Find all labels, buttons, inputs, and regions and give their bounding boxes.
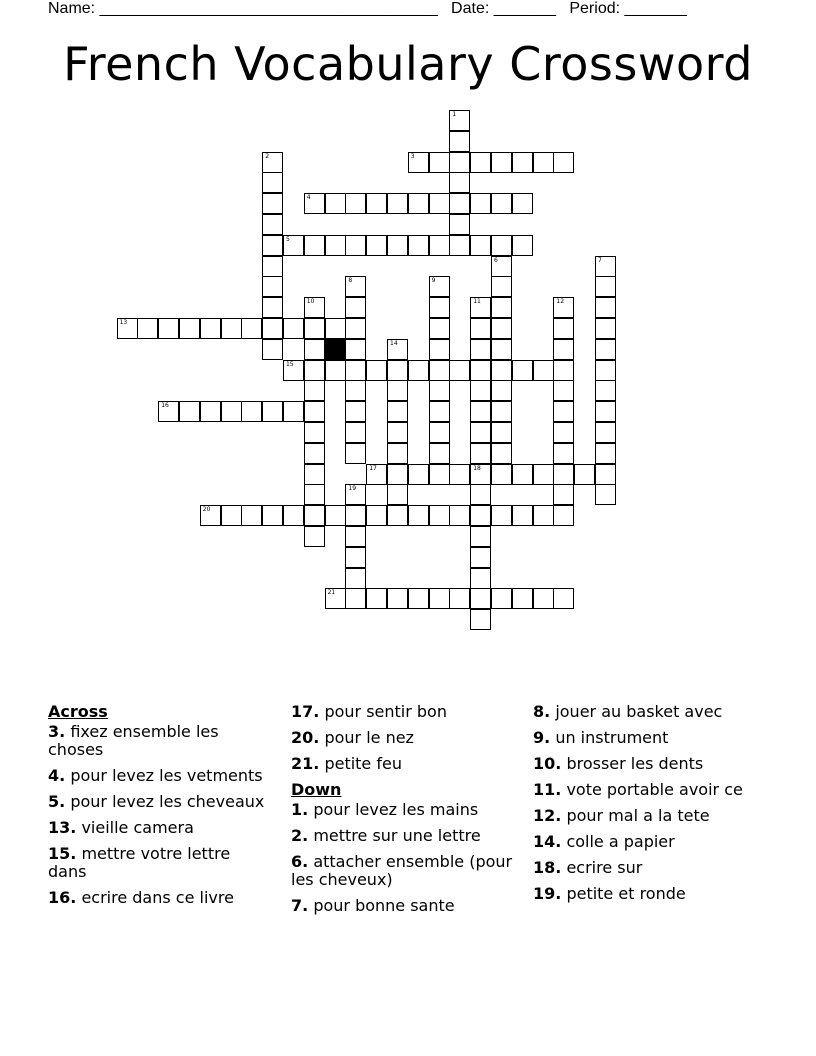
- cell-number: 15: [286, 360, 294, 368]
- crossword-cell[interactable]: [533, 360, 554, 381]
- crossword-cell[interactable]: [429, 276, 450, 297]
- crossword-cell[interactable]: [366, 588, 387, 609]
- crossword-cell[interactable]: [553, 380, 574, 401]
- crossword-cell[interactable]: [553, 318, 574, 339]
- crossword-cell[interactable]: [429, 235, 450, 256]
- crossword-cell[interactable]: [491, 339, 512, 360]
- crossword-cell[interactable]: [221, 505, 242, 526]
- crossword-cell[interactable]: [553, 401, 574, 422]
- crossword-cell[interactable]: [512, 193, 533, 214]
- clue-item: [48, 819, 270, 837]
- clue-number: 11.: [533, 780, 562, 799]
- crossword-cell[interactable]: [283, 360, 304, 381]
- crossword-cell[interactable]: [491, 152, 512, 173]
- crossword-cell[interactable]: [387, 193, 408, 214]
- crossword-cell[interactable]: [304, 360, 325, 381]
- crossword-black-cell: [325, 339, 346, 360]
- crossword-cell[interactable]: [325, 235, 346, 256]
- clue-item: [533, 807, 753, 825]
- crossword-cell[interactable]: [408, 152, 429, 173]
- crossword-cell[interactable]: [345, 276, 366, 297]
- crossword-cell[interactable]: [429, 318, 450, 339]
- clue-item: [291, 853, 513, 889]
- crossword-cell[interactable]: [449, 235, 470, 256]
- crossword-cell[interactable]: [179, 401, 200, 422]
- crossword-cell[interactable]: [553, 297, 574, 318]
- crossword-cell[interactable]: [221, 318, 242, 339]
- crossword-cell[interactable]: [200, 401, 221, 422]
- crossword-cell[interactable]: [512, 505, 533, 526]
- clue-item: [291, 897, 513, 915]
- crossword-cell[interactable]: [491, 235, 512, 256]
- crossword-cell[interactable]: [345, 380, 366, 401]
- crossword-cell[interactable]: [345, 505, 366, 526]
- crossword-cell[interactable]: [553, 464, 574, 485]
- crossword-cell[interactable]: [345, 422, 366, 443]
- crossword-cell[interactable]: [304, 318, 325, 339]
- crossword-cell[interactable]: [491, 276, 512, 297]
- crossword-cell[interactable]: [221, 401, 242, 422]
- crossword-cell[interactable]: [262, 256, 283, 277]
- crossword-cell[interactable]: [533, 152, 554, 173]
- crossword-cell[interactable]: [304, 380, 325, 401]
- clue-text: pour le nez: [324, 728, 414, 747]
- clue-item: [291, 729, 513, 747]
- crossword-cell[interactable]: [429, 401, 450, 422]
- clue-number: 8.: [533, 702, 551, 721]
- down-heading: Down: [291, 780, 342, 799]
- crossword-cell[interactable]: [470, 547, 491, 568]
- crossword-cell[interactable]: [470, 568, 491, 589]
- clue-number: 12.: [533, 806, 562, 825]
- clue-item: [48, 793, 270, 811]
- student-info-header: Name: ______________________________________ Date: _______ Period: _______: [48, 0, 687, 17]
- across-heading: Across: [48, 702, 108, 721]
- crossword-cell[interactable]: [408, 360, 429, 381]
- clue-item: [291, 801, 513, 819]
- crossword-cell[interactable]: [387, 339, 408, 360]
- crossword-cell[interactable]: [512, 464, 533, 485]
- crossword-cell[interactable]: [158, 318, 179, 339]
- crossword-cell[interactable]: [429, 422, 450, 443]
- crossword-cell[interactable]: [345, 443, 366, 464]
- crossword-cell[interactable]: [429, 360, 450, 381]
- crossword-cell[interactable]: [491, 443, 512, 464]
- crossword-cell[interactable]: [387, 484, 408, 505]
- clue-text: pour bonne sante: [313, 896, 455, 915]
- clue-number: 17.: [291, 702, 320, 721]
- clue-number: 20.: [291, 728, 320, 747]
- clue-column-2: [291, 703, 513, 923]
- crossword-cell[interactable]: [512, 588, 533, 609]
- crossword-cell[interactable]: [449, 214, 470, 235]
- crossword-cell[interactable]: [200, 318, 221, 339]
- crossword-cell[interactable]: [595, 401, 616, 422]
- cell-number: 20: [202, 506, 211, 514]
- clue-item: [291, 755, 513, 773]
- crossword-cell[interactable]: [491, 318, 512, 339]
- crossword-cell[interactable]: [325, 193, 346, 214]
- crossword-cell[interactable]: [449, 464, 470, 485]
- crossword-cell[interactable]: [553, 360, 574, 381]
- clue-text: ecrire sur: [566, 858, 643, 877]
- clue-text: brosser les dents: [566, 754, 704, 773]
- crossword-cell[interactable]: [512, 360, 533, 381]
- clue-number: 19.: [533, 884, 562, 903]
- crossword-cell[interactable]: [449, 505, 470, 526]
- crossword-cell[interactable]: [304, 297, 325, 318]
- crossword-cell[interactable]: [595, 380, 616, 401]
- crossword-cell[interactable]: [491, 380, 512, 401]
- clue-item: [533, 781, 753, 799]
- crossword-cell[interactable]: [449, 193, 470, 214]
- crossword-cell[interactable]: [491, 464, 512, 485]
- crossword-cell[interactable]: [429, 339, 450, 360]
- crossword-cell[interactable]: [345, 588, 366, 609]
- crossword-cell[interactable]: [470, 297, 491, 318]
- cell-number: 11: [473, 298, 481, 306]
- crossword-cell[interactable]: [533, 464, 554, 485]
- crossword-cell[interactable]: [449, 152, 470, 173]
- crossword-cell[interactable]: [283, 318, 304, 339]
- crossword-cell[interactable]: [345, 401, 366, 422]
- crossword-cell[interactable]: [491, 422, 512, 443]
- crossword-cell[interactable]: [491, 360, 512, 381]
- crossword-cell[interactable]: [470, 609, 491, 630]
- crossword-cell[interactable]: [553, 588, 574, 609]
- crossword-cell[interactable]: [241, 505, 262, 526]
- crossword-cell[interactable]: [429, 380, 450, 401]
- crossword-cell[interactable]: [262, 235, 283, 256]
- clue-text: petite feu: [324, 754, 402, 773]
- cell-number: 8: [348, 277, 353, 285]
- crossword-cell[interactable]: [408, 505, 429, 526]
- clue-text: vote portable avoir ce: [566, 780, 743, 799]
- crossword-cell[interactable]: [553, 339, 574, 360]
- crossword-cell[interactable]: [470, 318, 491, 339]
- crossword-cell[interactable]: [283, 401, 304, 422]
- crossword-cell[interactable]: [491, 588, 512, 609]
- clue-text: fixez ensemble les choses: [48, 722, 219, 759]
- cell-number: 10: [306, 298, 315, 306]
- cell-number: 13: [119, 319, 128, 326]
- crossword-cell[interactable]: [470, 360, 491, 381]
- crossword-cell[interactable]: [304, 443, 325, 464]
- crossword-cell[interactable]: [345, 360, 366, 381]
- cell-number: 1: [452, 111, 457, 118]
- crossword-cell[interactable]: [325, 505, 346, 526]
- clue-item: [48, 767, 270, 785]
- clue-item: [48, 845, 270, 881]
- clue-number: 6.: [291, 852, 309, 871]
- crossword-cell[interactable]: [304, 422, 325, 443]
- clue-number: 14.: [533, 832, 562, 851]
- clue-column-1: [48, 703, 270, 915]
- cell-number: 6: [494, 256, 498, 264]
- cell-number: 7: [598, 256, 602, 264]
- clue-text: attacher ensemble (pour les cheveux): [291, 852, 513, 889]
- crossword-cell[interactable]: [345, 297, 366, 318]
- crossword-cell[interactable]: [345, 484, 366, 505]
- clue-item: [533, 859, 753, 877]
- crossword-cell[interactable]: [408, 193, 429, 214]
- clue-number: 1.: [291, 800, 309, 819]
- crossword-cell[interactable]: [387, 588, 408, 609]
- clue-item: [533, 729, 753, 747]
- crossword-cell[interactable]: [449, 360, 470, 381]
- clue-number: 2.: [291, 826, 309, 845]
- clue-number: 21.: [291, 754, 320, 773]
- crossword-cell[interactable]: [470, 443, 491, 464]
- crossword-cell[interactable]: [283, 235, 304, 256]
- crossword-cell[interactable]: [512, 235, 533, 256]
- crossword-cell[interactable]: [387, 422, 408, 443]
- crossword-cell[interactable]: [304, 235, 325, 256]
- cell-number: 12: [556, 298, 565, 306]
- crossword-cell[interactable]: [449, 110, 470, 131]
- crossword-cell[interactable]: [449, 131, 470, 152]
- crossword-cell[interactable]: [304, 484, 325, 505]
- crossword-cell[interactable]: [262, 505, 283, 526]
- crossword-cell[interactable]: [595, 443, 616, 464]
- crossword-cell[interactable]: [387, 380, 408, 401]
- clue-text: pour levez les mains: [313, 800, 479, 819]
- crossword-cell[interactable]: [262, 193, 283, 214]
- clue-item: [533, 885, 753, 903]
- crossword-cell[interactable]: [366, 464, 387, 485]
- crossword-cell[interactable]: [408, 588, 429, 609]
- crossword-cell[interactable]: [470, 193, 491, 214]
- clue-text: jouer au basket avec: [555, 702, 723, 721]
- crossword-cell[interactable]: [429, 297, 450, 318]
- crossword-cell[interactable]: [325, 588, 346, 609]
- crossword-cell[interactable]: [366, 235, 387, 256]
- clue-item: [48, 889, 270, 907]
- crossword-cell[interactable]: [304, 339, 325, 360]
- clue-number: 7.: [291, 896, 309, 915]
- crossword-cell[interactable]: [158, 401, 179, 422]
- crossword-cell[interactable]: [325, 360, 346, 381]
- clue-number: 16.: [48, 888, 77, 907]
- clue-text: un instrument: [555, 728, 669, 747]
- crossword-cell[interactable]: [553, 505, 574, 526]
- crossword-cell[interactable]: [408, 464, 429, 485]
- crossword-cell[interactable]: [429, 464, 450, 485]
- crossword-cell[interactable]: [595, 360, 616, 381]
- clue-text: ecrire dans ce livre: [81, 888, 234, 907]
- crossword-cell[interactable]: [449, 172, 470, 193]
- clue-number: 13.: [48, 818, 77, 837]
- cell-number: 2: [265, 152, 270, 160]
- cell-number: 4: [306, 194, 311, 202]
- crossword-cell[interactable]: [470, 152, 491, 173]
- crossword-cell[interactable]: [387, 443, 408, 464]
- clue-text: pour sentir bon: [324, 702, 447, 721]
- crossword-cell[interactable]: [262, 152, 283, 173]
- crossword-cell[interactable]: [470, 401, 491, 422]
- clue-text: pour levez les cheveaux: [70, 792, 265, 811]
- crossword-cell[interactable]: [262, 339, 283, 360]
- crossword-cell[interactable]: [595, 464, 616, 485]
- crossword-cell[interactable]: [304, 526, 325, 547]
- clue-item: [291, 827, 513, 845]
- crossword-cell[interactable]: [470, 235, 491, 256]
- crossword-cell[interactable]: [387, 235, 408, 256]
- crossword-cell[interactable]: [408, 235, 429, 256]
- crossword-cell[interactable]: [283, 505, 304, 526]
- clue-item: [291, 703, 513, 721]
- clue-number: 18.: [533, 858, 562, 877]
- clue-text: pour mal a la tete: [566, 806, 710, 825]
- crossword-cell[interactable]: [595, 276, 616, 297]
- clue-text: vieille camera: [81, 818, 194, 837]
- crossword-cell[interactable]: [262, 172, 283, 193]
- crossword-cell[interactable]: [449, 588, 470, 609]
- clue-item: [533, 833, 753, 851]
- crossword-cell[interactable]: [429, 505, 450, 526]
- clue-number: 10.: [533, 754, 562, 773]
- crossword-cell[interactable]: [553, 443, 574, 464]
- crossword-cell[interactable]: [595, 256, 616, 277]
- crossword-cell[interactable]: [387, 401, 408, 422]
- crossword-cell[interactable]: [262, 297, 283, 318]
- crossword-cell[interactable]: [345, 526, 366, 547]
- crossword-cell[interactable]: [366, 360, 387, 381]
- crossword-cell[interactable]: [491, 401, 512, 422]
- crossword-cell[interactable]: [595, 422, 616, 443]
- crossword-cell[interactable]: [366, 193, 387, 214]
- crossword-cell[interactable]: [595, 339, 616, 360]
- crossword-cell[interactable]: [387, 360, 408, 381]
- clue-number: 9.: [533, 728, 551, 747]
- crossword-cell[interactable]: [200, 505, 221, 526]
- clue-item: [533, 755, 753, 773]
- crossword-cell[interactable]: [574, 464, 595, 485]
- crossword-cell[interactable]: [553, 422, 574, 443]
- crossword-cell[interactable]: [345, 339, 366, 360]
- clue-number: 4.: [48, 766, 66, 785]
- crossword-cell[interactable]: [262, 401, 283, 422]
- crossword-cell[interactable]: [325, 318, 346, 339]
- crossword-cell[interactable]: [137, 318, 158, 339]
- clue-number: 3.: [48, 722, 66, 741]
- cell-number: 21: [327, 589, 336, 597]
- cell-number: 14: [390, 339, 398, 347]
- crossword-cell[interactable]: [533, 588, 554, 609]
- clue-number: 5.: [48, 792, 66, 811]
- crossword-cell[interactable]: [533, 505, 554, 526]
- crossword-cell[interactable]: [595, 318, 616, 339]
- crossword-cell[interactable]: [429, 588, 450, 609]
- clue-text: pour levez les vetments: [70, 766, 263, 785]
- crossword-cell[interactable]: [241, 318, 262, 339]
- cell-number: 9: [431, 277, 436, 285]
- crossword-cell[interactable]: [345, 235, 366, 256]
- crossword-cell[interactable]: [470, 588, 491, 609]
- clue-item: [533, 703, 753, 721]
- crossword-cell[interactable]: [470, 526, 491, 547]
- clue-item: [48, 723, 270, 759]
- crossword-cell[interactable]: [262, 276, 283, 297]
- crossword-cell[interactable]: [345, 568, 366, 589]
- crossword-cell[interactable]: [491, 297, 512, 318]
- crossword-cell[interactable]: [304, 505, 325, 526]
- crossword-cell[interactable]: [470, 380, 491, 401]
- clue-column-3: [533, 703, 753, 911]
- crossword-cell[interactable]: [304, 464, 325, 485]
- cell-number: 5: [286, 235, 290, 243]
- crossword-cell[interactable]: [366, 505, 387, 526]
- crossword-cell[interactable]: [470, 464, 491, 485]
- crossword-cell[interactable]: [241, 401, 262, 422]
- crossword-cell[interactable]: [470, 339, 491, 360]
- crossword-cell[interactable]: [429, 443, 450, 464]
- crossword-cell[interactable]: [470, 422, 491, 443]
- clue-number: 15.: [48, 844, 77, 863]
- crossword-cell[interactable]: [345, 193, 366, 214]
- crossword-cell[interactable]: [512, 152, 533, 173]
- clue-text: petite et ronde: [566, 884, 686, 903]
- crossword-cell[interactable]: [553, 152, 574, 173]
- cell-number: 19: [348, 485, 357, 493]
- crossword-cell[interactable]: [491, 193, 512, 214]
- cell-number: 16: [161, 402, 169, 410]
- clue-text: mettre votre lettre dans: [48, 844, 231, 881]
- clue-text: mettre sur une lettre: [313, 826, 481, 845]
- clue-text: colle a papier: [566, 832, 675, 851]
- crossword-cell[interactable]: [387, 464, 408, 485]
- crossword-cell[interactable]: [491, 256, 512, 277]
- cell-number: 18: [473, 464, 481, 472]
- crossword-cell[interactable]: [117, 318, 138, 339]
- crossword-cell[interactable]: [304, 193, 325, 214]
- crossword-cell[interactable]: [345, 547, 366, 568]
- crossword-cell[interactable]: [470, 505, 491, 526]
- crossword-cell[interactable]: [470, 484, 491, 505]
- crossword-cell[interactable]: [429, 152, 450, 173]
- page-title: French Vocabulary Crossword: [63, 37, 753, 91]
- crossword-cell[interactable]: [491, 505, 512, 526]
- crossword-cell[interactable]: [429, 193, 450, 214]
- crossword-cell[interactable]: [595, 484, 616, 505]
- crossword-cell[interactable]: [595, 297, 616, 318]
- crossword-cell[interactable]: [262, 214, 283, 235]
- crossword-cell[interactable]: [304, 401, 325, 422]
- crossword-cell[interactable]: [387, 505, 408, 526]
- cell-number: 17: [369, 464, 377, 472]
- crossword-cell[interactable]: [345, 318, 366, 339]
- crossword-cell[interactable]: [262, 318, 283, 339]
- crossword-cell[interactable]: [179, 318, 200, 339]
- cell-number: 3: [410, 152, 415, 160]
- crossword-cell[interactable]: [553, 484, 574, 505]
